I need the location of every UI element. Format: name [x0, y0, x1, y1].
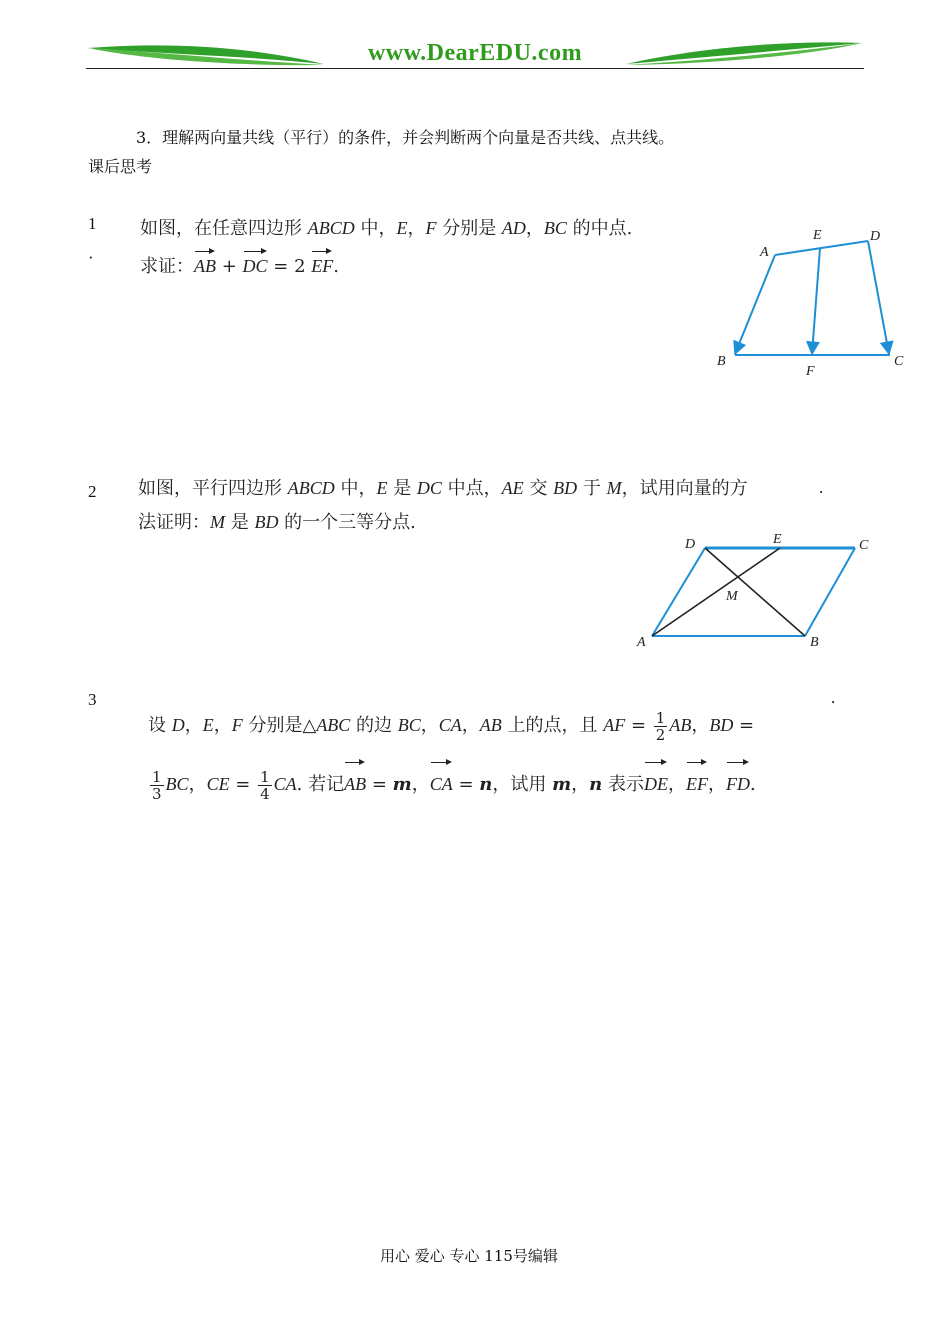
math-var: AB — [479, 715, 502, 735]
text: ，试用 — [492, 774, 553, 795]
math-var: AE — [501, 478, 524, 498]
vector-symbol-m: m — [392, 774, 412, 795]
text: ， — [184, 715, 203, 736]
text: + — [216, 256, 243, 277]
math-var: BD — [254, 512, 279, 532]
fraction-one-quarter — [258, 769, 272, 802]
text: ， — [420, 715, 439, 736]
vector-dc-arrow — [868, 241, 889, 354]
label-a: A — [637, 635, 646, 650]
text: = — [625, 715, 652, 736]
vector-dc: DC — [243, 249, 268, 279]
math-var: BC — [543, 218, 567, 238]
label-e: E — [773, 532, 782, 547]
label-a: A — [760, 245, 769, 260]
text: ， — [461, 715, 480, 736]
problem-2-number: 2 — [88, 482, 97, 501]
text: 于 — [577, 478, 607, 499]
objective-item-3: 3．理解两向量共线（平行）的条件，并会判断两个向量是否共线、点共线。 — [136, 128, 675, 147]
label-c: C — [894, 354, 904, 369]
text: 分别是 — [436, 218, 502, 239]
vector-fd: FD — [726, 760, 750, 804]
math-var: BD — [553, 478, 578, 498]
label-f: F — [806, 364, 815, 379]
math-var: BC — [165, 774, 189, 794]
vector-symbol-n: n — [479, 774, 493, 795]
math-var: M — [606, 478, 622, 498]
problem-3-statement-line2 — [148, 760, 756, 805]
label-c: C — [859, 538, 869, 553]
fraction-numerator: 1 — [260, 767, 270, 786]
text: 表示 — [602, 774, 644, 795]
label-b: B — [810, 635, 819, 650]
math-var: F — [231, 715, 243, 735]
text: = — [733, 715, 755, 736]
problem-2-statement-line2 — [138, 509, 416, 536]
math-var: ABCD — [307, 218, 355, 238]
problem-3-trailing-dot: . — [831, 688, 836, 707]
text: 中， — [354, 218, 397, 239]
label-d: D — [870, 229, 881, 244]
vector-symbol-n: n — [589, 774, 603, 795]
text: 交 — [523, 478, 554, 499]
math-var: E — [396, 218, 408, 238]
text: 的中点. — [566, 218, 633, 239]
math-var: CA — [273, 774, 297, 794]
vector-ef-arrow — [812, 248, 820, 354]
vector-ef: EF — [686, 760, 708, 804]
math-var: M — [210, 512, 225, 532]
text: 法证明： — [138, 512, 210, 533]
fraction-denominator: 2 — [655, 725, 666, 744]
text: 的一个三等分点. — [278, 512, 416, 533]
fraction-numerator: 1 — [655, 708, 666, 727]
problem-1-dot: · — [88, 248, 94, 267]
text: . 若记 — [296, 774, 345, 795]
vector-symbol-m: m — [552, 774, 572, 795]
fraction-numerator: 1 — [152, 767, 162, 786]
text: 中点， — [441, 478, 502, 499]
segment-ae — [652, 548, 780, 636]
math-var: AD — [501, 218, 526, 238]
text: = — [366, 774, 393, 795]
text: . — [333, 256, 339, 277]
math-var: E — [202, 715, 214, 735]
text: = 2 — [267, 256, 312, 277]
fraction-one-third — [150, 769, 164, 802]
math-var: ABC — [316, 715, 351, 735]
text: ， — [691, 715, 710, 736]
problem-1-statement-line1 — [140, 215, 632, 242]
problem-2-figure — [630, 528, 880, 653]
math-var: DC — [416, 478, 442, 498]
text: ， — [188, 774, 207, 795]
edge-ad — [652, 548, 705, 636]
text: ，试用向量的方 — [621, 478, 748, 499]
label-m: M — [726, 589, 738, 604]
text: 上的点，且 — [501, 715, 604, 736]
text: 设 — [148, 715, 172, 736]
vector-ef: EF — [311, 249, 333, 279]
edge-ad — [775, 241, 868, 255]
math-var: D — [171, 715, 185, 735]
problem-2-trailing-dot: . — [819, 478, 824, 497]
text: 是 — [387, 478, 417, 499]
text: 中， — [334, 478, 377, 499]
problem-1-figure — [700, 218, 920, 383]
text: ， — [407, 218, 426, 239]
edge-bc — [805, 548, 855, 636]
text: = — [452, 774, 480, 795]
problem-2-statement-line1 — [138, 475, 748, 502]
label-d: D — [685, 537, 696, 552]
text: 是 — [225, 512, 255, 533]
header-divider — [86, 68, 864, 69]
vector-ca: CA — [430, 760, 453, 804]
vector-ab-arrow — [735, 255, 775, 354]
math-var: F — [425, 218, 437, 238]
math-var: CE — [206, 774, 230, 794]
text: 如图，平行四边形 — [138, 478, 288, 499]
site-logo-text[interactable]: www.DearEDU.com — [367, 40, 583, 66]
math-var: AB — [669, 715, 692, 735]
fraction-one-half — [654, 710, 668, 743]
text: ， — [707, 774, 726, 795]
text: ， — [213, 715, 232, 736]
label-e: E — [813, 228, 822, 243]
text: 的边 — [350, 715, 398, 736]
page-footer: 用心 爱心 专心 115号编辑 — [380, 1247, 558, 1265]
segment-bd — [705, 548, 805, 636]
text: 如图，在任意四边形 — [140, 218, 308, 239]
problem-1-number: 1 — [88, 214, 97, 233]
math-var: CA — [438, 715, 462, 735]
label-b: B — [717, 354, 726, 369]
math-var: BD — [709, 715, 734, 735]
text: ， — [525, 218, 544, 239]
problem-3-number: 3 — [88, 690, 97, 709]
text: ， — [411, 774, 430, 795]
vector-ab: AB — [194, 249, 216, 279]
fraction-denominator: 3 — [152, 784, 162, 803]
math-var: E — [376, 478, 388, 498]
text: . — [749, 774, 756, 795]
math-var: ABCD — [287, 478, 335, 498]
text: ， — [571, 774, 590, 795]
problem-3-statement-line1 — [148, 705, 754, 746]
vector-de: DE — [644, 760, 668, 804]
text: 求证： — [140, 256, 194, 277]
math-var: AF — [603, 715, 626, 735]
section-title: 课后思考 — [88, 157, 153, 176]
problem-1-statement-line2 — [140, 249, 339, 280]
text: ， — [667, 774, 686, 795]
fraction-denominator: 4 — [260, 784, 270, 803]
math-var: BC — [397, 715, 421, 735]
text: = — [229, 774, 257, 795]
text: 分别是△ — [242, 715, 317, 736]
vector-ab: AB — [344, 760, 366, 804]
